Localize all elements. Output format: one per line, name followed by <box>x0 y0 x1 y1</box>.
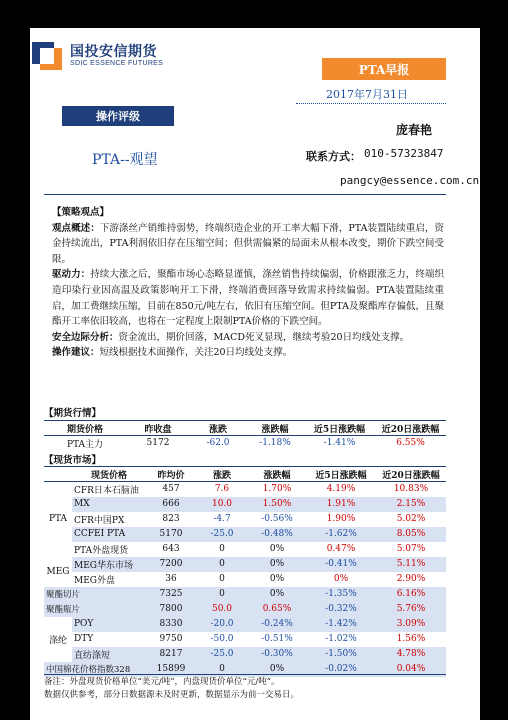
table-cell: 50.0 <box>196 602 248 617</box>
table-cell: CCFEI PTA <box>72 527 146 542</box>
contact-phone: 010-57323847 <box>364 147 444 160</box>
company-name-cn: 国投安信期货 <box>70 44 157 60</box>
table-cell: PTA主力 <box>66 439 104 450</box>
table-row <box>44 572 446 587</box>
table-cell: POY <box>72 617 146 632</box>
company-logo <box>30 38 220 78</box>
table-cell: -1.41% <box>323 438 356 449</box>
table-cell: 0% <box>248 662 306 677</box>
table-row <box>44 632 446 647</box>
table-cell: MEG外盘 <box>74 575 115 586</box>
company-name-en: SDIC ESSENCE FUTURES <box>70 60 164 67</box>
table-cell: -0.32% <box>306 602 376 617</box>
table-cell: 8.05% <box>376 527 446 542</box>
table-cell: 9750 <box>159 634 183 644</box>
table-cell: 3.09% <box>376 617 446 632</box>
table-cell: 0% <box>248 557 306 572</box>
header-cell: 昨均价 <box>146 467 196 482</box>
table-row <box>44 512 446 527</box>
strategy-label: 驱动力： <box>52 269 91 281</box>
table-footnote <box>44 674 446 702</box>
strategy-label: 安全边际分析： <box>52 331 119 343</box>
table-cell: -0.48% <box>248 527 306 542</box>
table-cell: 1.50% <box>248 497 306 512</box>
table-row <box>44 647 446 662</box>
table-cell: 1.56% <box>396 634 426 644</box>
table-cell: 2.15% <box>376 497 446 512</box>
table-cell: 4.78% <box>376 647 446 662</box>
table-cell: 7325 <box>146 587 196 602</box>
table-cell: 6.55% <box>396 438 425 449</box>
group-cell: 聚酯瓶片 <box>44 602 146 617</box>
table-cell: 0.04% <box>376 662 446 677</box>
table-cell: MX <box>72 497 146 512</box>
table-cell: 1.70% <box>262 484 292 495</box>
table-cell: 10.83% <box>393 484 429 495</box>
table-cell: 0 <box>219 544 225 554</box>
header-cell: 近20日涨跌幅 <box>375 421 446 436</box>
header-cell: 涨跌幅 <box>246 421 304 436</box>
table-cell: 7200 <box>146 557 196 572</box>
spot-table <box>44 466 446 677</box>
table-cell: 7800 <box>146 602 196 617</box>
strategy-text: 持续大涨之后，聚酯市场心态略显谨慎，涤丝销售持续偏弱，价格跟涨乏力，终端织造印染行业因高温及政策影响开工下滑，终端消费回落导致需求持续偏弱。PTA装置陆续重启，加工费继续压缩，目前在850元/吨左右，依旧有压缩空间。但PTA及聚酯库存偏低，且聚酯开工率依旧较高，也将在一定程度上限制PTA价格的下跌空间。 <box>52 269 444 328</box>
table-cell: 10.0 <box>196 497 248 512</box>
contact-label: 联系方式： <box>306 150 361 163</box>
table-cell: -0.02% <box>306 662 376 677</box>
header-cell: 近5日涨跌幅 <box>304 421 375 436</box>
table-cell: -1.42% <box>306 617 376 632</box>
report-date: 2017年7月31日 <box>326 88 408 101</box>
strategy-advice <box>52 345 444 361</box>
table-cell: -25.0 <box>196 527 248 542</box>
strategy-heading: 【策略观点】 <box>52 207 110 218</box>
table-cell: 0% <box>333 574 349 584</box>
header-cell: 期货价格 <box>44 421 126 436</box>
header-cell: 涨跌幅 <box>248 467 306 482</box>
header-separator <box>44 194 446 195</box>
strategy-text: 短线根据技术面操作，关注20日均线处支撑。 <box>99 347 293 359</box>
report-title: PTA--观望 <box>92 152 158 168</box>
footnote-line: 备注：外盘现货价格单位“美元/吨”，内盘现货价单位“元/吨”。 <box>44 677 280 687</box>
table-cell: -50.0 <box>210 634 234 644</box>
table-cell: 4.19% <box>326 484 356 495</box>
table-cell: PTA外盘现货 <box>74 545 129 556</box>
strategy-text: 下游涤丝产销维持弱势，终端织造企业的开工率大幅下滑，PTA装置陆续重启，资金持续流出，PTA利润依旧存在压缩空间；但供需偏紧的局面未从根本改变，期价下跌空间受限。 <box>52 222 444 265</box>
futures-table <box>44 420 446 451</box>
table-cell: 0% <box>248 587 306 602</box>
table-cell: -0.51% <box>261 634 293 644</box>
table-cell: 8330 <box>146 617 196 632</box>
table-cell: 5.76% <box>376 602 446 617</box>
table-cell: 457 <box>162 484 180 495</box>
strategy-summary <box>52 221 444 268</box>
rating-section-tag: 操作评级 <box>62 106 174 126</box>
table-cell: 0% <box>269 544 285 554</box>
table-cell: -1.35% <box>306 587 376 602</box>
table-cell: 643 <box>162 544 180 554</box>
table-cell: -1.50% <box>306 647 376 662</box>
group-cell: 中国棉花价格指数328 <box>44 662 146 677</box>
table-cell: 0.47% <box>326 544 356 554</box>
table-cell: CFR日本石脑油 <box>74 485 139 496</box>
table-cell: -0.41% <box>306 557 376 572</box>
table-cell: 666 <box>146 497 196 512</box>
header-cell: 涨跌 <box>190 421 246 436</box>
header-cell: 现货价格 <box>72 467 146 482</box>
table-cell: -25.0 <box>196 647 248 662</box>
header-cell: 涨跌 <box>196 467 248 482</box>
header-cell: 昨收盘 <box>126 421 190 436</box>
table-cell: 823 <box>162 514 180 524</box>
table-cell: 5172 <box>146 438 170 449</box>
table-row <box>44 602 446 617</box>
analyst-name: 庞春艳 <box>396 123 433 137</box>
table-cell: -0.24% <box>248 617 306 632</box>
group-cell: 涤纶 <box>44 617 72 662</box>
table-row <box>44 542 446 557</box>
table-row <box>44 436 446 451</box>
table-cell: 0 <box>196 557 248 572</box>
strategy-section <box>52 205 444 361</box>
strategy-label: 操作建议： <box>52 347 100 359</box>
table-cell: 15899 <box>146 662 196 677</box>
table-cell: -1.18% <box>259 438 291 449</box>
spot-section-label: 【现货市场】 <box>44 455 102 466</box>
table-cell: 0% <box>269 574 285 584</box>
table-cell: 1.90% <box>326 514 356 524</box>
logo-mark-icon <box>30 38 64 72</box>
table-cell: 1.91% <box>306 497 376 512</box>
contact-email: pangcy@essence.com.cn <box>340 174 480 187</box>
table-cell: -1.02% <box>325 634 357 644</box>
table-cell: -0.56% <box>261 514 293 524</box>
header-cell <box>44 467 72 482</box>
table-cell: 36 <box>165 574 177 584</box>
table-cell: -1.62% <box>306 527 376 542</box>
table-cell: MEG华东市场 <box>72 557 146 572</box>
table-row <box>44 587 446 602</box>
table-cell: 5.02% <box>396 514 426 524</box>
report-type-badge: PTA早报 <box>322 58 446 80</box>
table-cell: 0.65% <box>248 602 306 617</box>
table-cell: 2.90% <box>396 574 426 584</box>
table-cell: 直纺涤短 <box>72 647 146 662</box>
strategy-safety-margin <box>52 330 444 346</box>
group-cell: 聚酯切片 <box>44 587 146 602</box>
group-cell: MEG <box>44 557 72 587</box>
table-row <box>44 497 446 512</box>
table-row <box>44 617 446 632</box>
table-cell: 0 <box>219 574 225 584</box>
strategy-label: 观点概述： <box>52 222 100 234</box>
table-cell: -62.0 <box>206 438 230 449</box>
table-cell: DTY <box>74 634 94 644</box>
table-cell: 5.07% <box>396 544 426 554</box>
table-cell: -0.30% <box>248 647 306 662</box>
table-cell: 8217 <box>146 647 196 662</box>
table-cell: -20.0 <box>196 617 248 632</box>
header-cell: 近20日涨跌幅 <box>376 467 446 482</box>
table-cell: 5.11% <box>376 557 446 572</box>
table-row <box>44 527 446 542</box>
table-cell: 0 <box>196 587 248 602</box>
header-cell: 近5日涨跌幅 <box>306 467 376 482</box>
table-cell: -4.7 <box>213 514 231 524</box>
futures-section-label: 【期货行情】 <box>44 408 102 419</box>
table-row <box>44 557 446 572</box>
table-header-row <box>44 421 446 436</box>
dotted-divider <box>296 103 446 104</box>
table-cell: CFR中国PX <box>74 515 125 526</box>
strategy-driver <box>52 267 444 329</box>
table-row <box>44 482 446 497</box>
table-cell: 7.6 <box>214 484 230 495</box>
table-header-row <box>44 467 446 482</box>
table-cell: 5170 <box>146 527 196 542</box>
footnote-line: 数据仅供参考，部分日数据源未及时更新，数据显示为前一交易日。 <box>44 690 300 700</box>
strategy-text: 资金流出，期价回落，MACD死叉显现，继续考验20日均线处支撑。 <box>118 331 410 343</box>
group-cell: PTA <box>44 482 72 557</box>
table-cell: 6.16% <box>376 587 446 602</box>
table-cell: 0 <box>196 662 248 677</box>
